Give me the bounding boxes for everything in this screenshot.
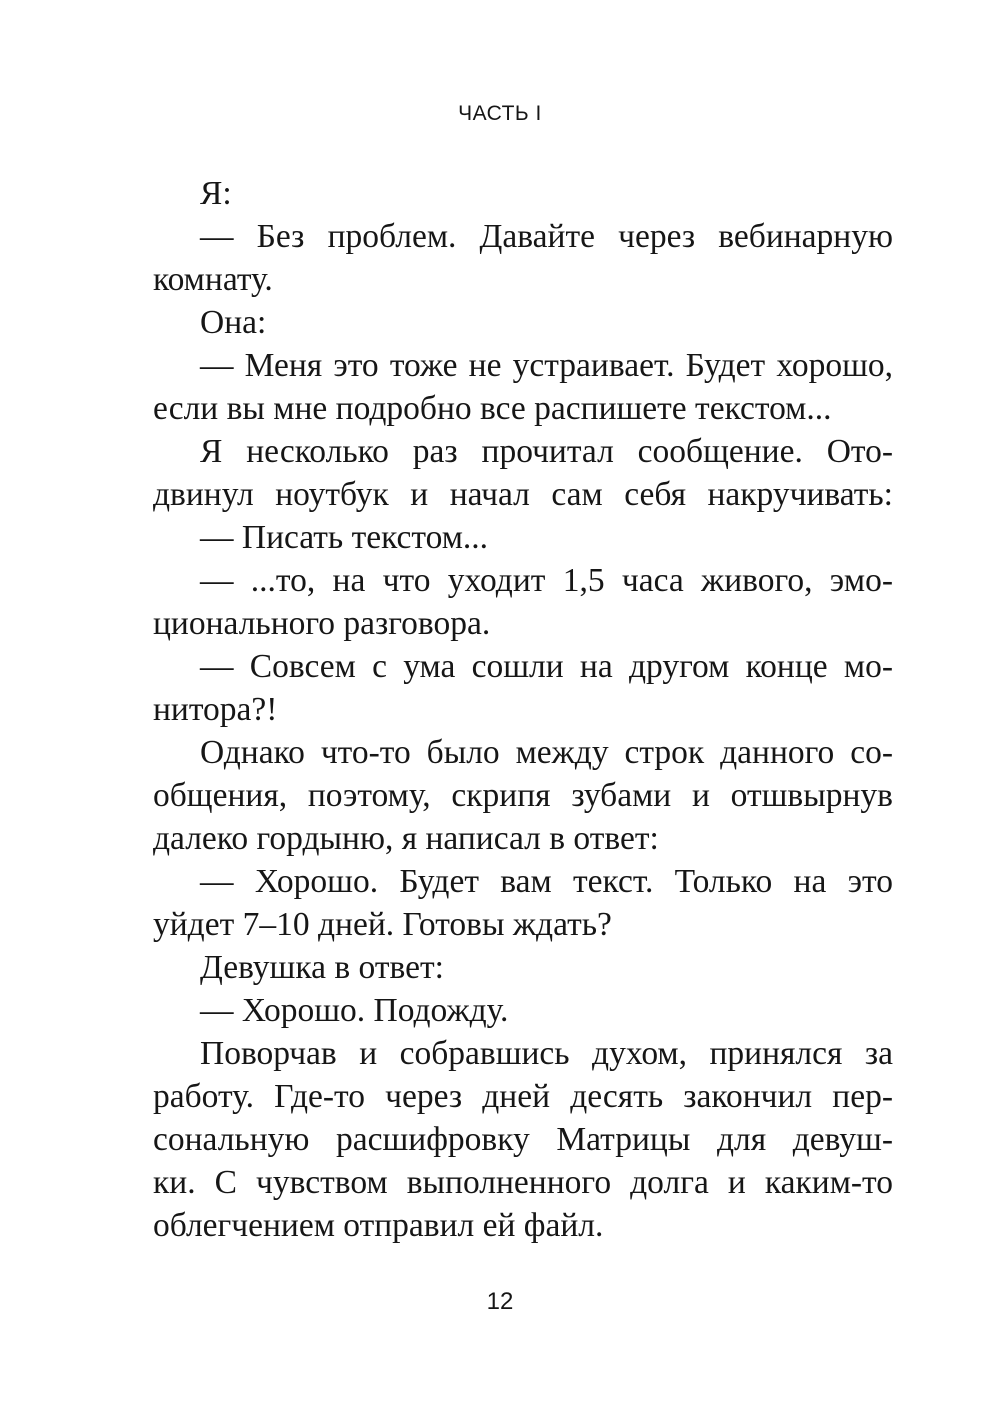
- text-line: — Писать текстом...: [200, 519, 489, 556]
- text-line: уйдет 7–10 дней. Готовы ждать?: [153, 906, 612, 943]
- text-line: — ...то, на что уходит 1,5 часа живого, эмо-: [200, 562, 893, 599]
- text-line: облегчением отправил ей файл.: [153, 1207, 604, 1244]
- text-line: далеко гордыню, я написал в ответ:: [153, 820, 659, 857]
- text-line: двинул ноутбук и начал сам себя накручивать:: [153, 476, 893, 513]
- text-line: ки. С чувством выполненного долга и каким-то: [153, 1164, 893, 1201]
- running-header: ЧАСТЬ I: [458, 102, 542, 125]
- text-line: Однако что-то было между строк данного со-: [200, 734, 893, 771]
- text-line: Я несколько раз прочитал сообщение. Ото-: [200, 433, 893, 470]
- text-line: — Хорошо. Будет вам текст. Только на это: [200, 863, 893, 900]
- text-line: — Совсем с ума сошли на другом конце мо-: [200, 648, 893, 685]
- text-line: Девушка в ответ:: [200, 949, 444, 986]
- text-line: — Без проблем. Давайте через вебинарную: [200, 218, 893, 255]
- text-line: Она:: [200, 304, 267, 341]
- text-line: Я:: [200, 175, 232, 212]
- text-line: работу. Где-то через дней десять закончил пер-: [153, 1078, 893, 1115]
- text-line: комнату.: [153, 261, 273, 298]
- text-line: — Меня это тоже не устраивает. Будет хорошо,: [200, 347, 893, 384]
- text-line: Поворчав и собравшись духом, принялся за: [200, 1035, 893, 1072]
- text-line: если вы мне подробно все распишете текстом...: [153, 390, 832, 427]
- text-line: нитора?!: [153, 691, 278, 728]
- page-number: 12: [486, 1288, 514, 1315]
- text-line: ционального разговора.: [153, 605, 491, 642]
- text-line: сональную расшифровку Матрицы для девуш-: [153, 1121, 893, 1158]
- text-line: — Хорошо. Подожду.: [200, 992, 509, 1029]
- text-line: общения, поэтому, скрипя зубами и отшвырнув: [153, 777, 893, 814]
